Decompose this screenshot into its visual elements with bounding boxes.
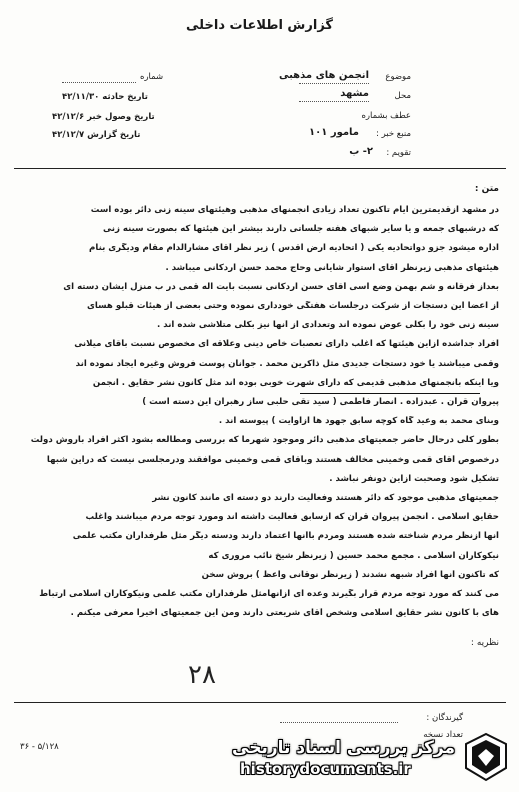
watermark-logo (462, 732, 510, 782)
body-line: بعداز فرقانه و شم بهمن وضع اسی آقای حسن اردکانی نسبت بآیت اله قمی در ب منزل ایشان دسته ای (63, 281, 499, 292)
body-line: که درشبهای جمعه و یا سایر شبهای هفته جلساتی دارند بیشتر این هیئتها که بصورت سینه زنی (103, 224, 499, 235)
body-line: جمعیتهای مذهبی موجود که دائر هستند وفعالیت دارند دو دسته ای مانند کانون نشر (152, 493, 499, 503)
watermark-name: مرکز بررسی اسناد تاریخی (232, 738, 455, 758)
body-line: های با کانون نشر حقایق اسلامی وشخص آقای شریعتی دارند ومن این جمعیتهای اخیرا معرفی میکنم . (70, 608, 499, 619)
body-line: وقمی میباشند یا خود دستجات جدیدی مثل ذاکرین محمد . جوانان پوست فروش وغیره ایجاد نموده اند (75, 358, 499, 369)
opinion-label: نظریه : (470, 638, 499, 648)
body-line: افراد جداشده ازاین هیئتها که اغلب دارای تعصبات خاص دینی وعلاقه ای مخصوص نسبت بآقای میلانی (74, 339, 499, 350)
body-heading: متن : (474, 184, 499, 194)
body-line: در مشهد ازقدیمترین ایام تاکنون تعداد زیادی انجمنهای مذهبی وهیئتهای سینه زنی دائر بوده است (90, 205, 499, 215)
report-title: گزارش اطلاعات داخلی (186, 18, 333, 33)
body-line: نیکوکاران اسلامی . مجمع محمد حسین ( زیرنظر شیخ نائب مروری که (208, 550, 499, 561)
reference-code: ۳۶ - ۵/۱۲۸ (20, 742, 59, 752)
handwritten-number: ۲۸ (188, 660, 216, 690)
body-line: درخصوص آقای قمی وخمینی مخالف هستند وبآقای قمی وخمینی موافقند ودرمجلسی نیست که دراین شبها (46, 454, 499, 465)
body-line: هیئتهای مذهبی زیرنظر آقای استوار شایانی وحاج محمد حسن اردکانی میباشد . (165, 262, 499, 273)
body-line: از اعضا این دستجات از شرکت درجلسات هفتگی خودداری نموده وحتی بعضی از هیئات قبلو هسای (87, 301, 499, 311)
subject-value: انجمن های مذهبی (278, 70, 369, 81)
body-line: سینه زنی خود را بکلی عوض نموده اند وتعدادی از آنها نیز بکلی متلاشی شده اند . (156, 320, 499, 331)
body-line: می کنند که مورد توجه مردم قرار بگیرند وعده ای ازآنهامثل طرفداران مکتب علمی ونیکوکاران اسلامی ارتباط (39, 589, 499, 599)
receive-date: تاریخ وصول خبر ۴۲/۱۲/۶ (52, 112, 155, 122)
body-line: اداره میشود جزو دواتحادیه یکی ( اتحادیه ارض اقدس ) زیر نظر آقای مشارالدام مقام ودیگری بنام (89, 243, 499, 254)
body-line: آنها ازنظر مردم شناخته شده هستند ومردم باآنها اعتماد دارند ودسته دیگر مثل طرفداران مکتب علمی (72, 531, 499, 542)
body-line: که تاکنون آنها افراد شبهه نشدند ( زیرنظر نوقانی واعظ ) بروش سخن (201, 569, 499, 580)
body-line: حقایق اسلامی . انجمن پیروان قرآن که ازسابق فعالیت داشته اند ومورد توجه مردم میباشند واغلب (85, 512, 499, 523)
body-line: وبنای محمد به وعید گاه کوچه سابق جهود ها ازاوایت ) پیوسته اند . (218, 416, 499, 427)
reference-label: عطف بشماره (361, 111, 411, 121)
event-date: تاریخ حادثه ۴۲/۱۱/۳۰ (62, 92, 148, 102)
recipients-label: گیرندگان : (426, 713, 463, 723)
underline-mark (300, 393, 480, 394)
body-line: بطور کلی درحال حاضر جمعیتهای مذهبی دائر وموجود شهرما که بررسی ومطالعه بشود اکثر افراد باروش دولت (30, 435, 499, 446)
recipients-dotted-line (280, 722, 398, 723)
copies-label: تعداد نسخه (423, 730, 463, 740)
place-dotted-line (299, 101, 369, 102)
evaluation-value: ۲- ب (349, 146, 373, 157)
place-label: محل (394, 91, 411, 101)
source-value: مامور ۱۰۱ (309, 127, 359, 138)
place-value: مشهد (340, 88, 369, 99)
subject-label: موضوع (385, 72, 411, 82)
body-line: ویا اینکه بانجمنهای مذهبی قدیمی که دارای شهرت خوبی بوده اند مثل کانون نشر حقایق . انجمن (92, 377, 499, 388)
subject-dotted-line (299, 83, 369, 84)
watermark-url: historydocuments.ir (240, 760, 411, 778)
body-line: تشکیل شود وصحبت ازاین دونفر نباشد . (329, 473, 499, 484)
footer-divider (14, 702, 506, 703)
number-label: شماره (140, 72, 164, 82)
report-date: تاریخ گزارش ۴۲/۱۲/۷ (52, 130, 141, 140)
number-dotted-line (62, 82, 136, 83)
evaluation-label: تقویم : (386, 148, 411, 158)
header-divider (14, 168, 506, 169)
body-line: پیروان قرآن . عبدزاده . انصار فاطمی ( سید تقی حلبی ساز رهبران این دسته است ) (142, 397, 499, 407)
source-label: منبع خبر : (376, 129, 411, 139)
